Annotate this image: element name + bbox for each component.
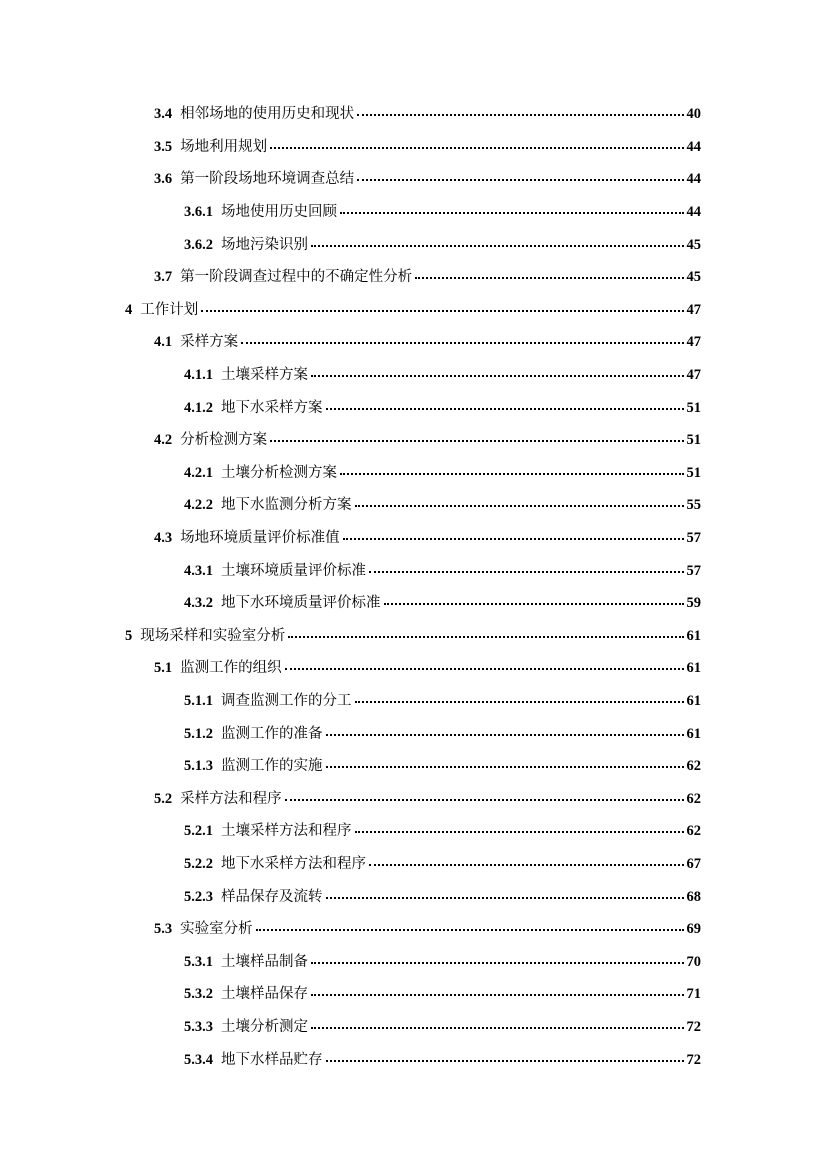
toc-page-number: 47 (686, 334, 701, 351)
toc-entry-line (154, 333, 701, 351)
toc-page-number: 51 (686, 432, 701, 449)
toc-entry[interactable] (0, 489, 827, 522)
toc-dot-leader (311, 372, 684, 377)
toc-page-number: 47 (686, 301, 701, 318)
toc-entry[interactable] (0, 815, 827, 848)
toc-section-title: 场地利用规划 (180, 138, 268, 155)
toc-section-number: 4.2.1 (184, 464, 213, 481)
toc-entry[interactable] (0, 163, 827, 196)
toc-dot-leader (415, 274, 683, 279)
toc-page-number: 68 (686, 888, 701, 905)
toc-section-number: 5.1.3 (184, 758, 213, 775)
toc-section-number: 5.2.3 (184, 888, 213, 905)
toc-entry[interactable] (0, 587, 827, 620)
toc-dot-leader (311, 991, 684, 996)
toc-entry-line (184, 757, 701, 775)
toc-page-number: 72 (686, 1051, 701, 1068)
toc-entry-line (125, 301, 701, 319)
toc-entry-line (184, 953, 701, 971)
toc-section-title: 监测工作的准备 (221, 725, 323, 742)
toc-page-number: 70 (686, 953, 701, 970)
toc-entry-line (154, 105, 701, 123)
toc-section-title: 场地环境质量评价标准值 (180, 530, 340, 547)
toc-section-title: 现场采样和实验室分析 (140, 627, 286, 644)
toc-entry-line (154, 268, 701, 286)
toc-entry[interactable] (0, 196, 827, 229)
toc-dot-leader (340, 470, 684, 475)
toc-entry-line (184, 822, 701, 840)
toc-section-number: 4.3 (154, 530, 173, 547)
toc-entry-line (184, 855, 701, 873)
toc-section-title: 分析检测方案 (180, 432, 268, 449)
toc-section-number: 5.3.1 (184, 953, 213, 970)
toc-section-number: 5.3 (154, 921, 173, 938)
toc-entry-line (184, 236, 701, 254)
toc-dot-leader (357, 111, 683, 116)
toc-page-number: 61 (686, 725, 701, 742)
toc-dot-leader (270, 437, 683, 442)
toc-entry[interactable] (0, 848, 827, 881)
toc-entry-line (184, 985, 701, 1003)
toc-page-number: 62 (686, 790, 701, 807)
toc-page-number: 61 (686, 627, 701, 644)
toc-section-title: 土壤采样方法和程序 (221, 823, 352, 840)
toc-dot-leader (256, 926, 684, 931)
toc-section-title: 第一阶段调查过程中的不确定性分析 (180, 269, 413, 286)
toc-entry[interactable] (0, 782, 827, 815)
toc-entry[interactable] (0, 359, 827, 392)
toc-section-title: 土壤分析测定 (221, 1018, 308, 1035)
toc-section-number: 4 (125, 301, 133, 318)
toc-entry-line (184, 203, 701, 221)
toc-entry-line (154, 790, 701, 808)
toc-dot-leader (343, 535, 684, 540)
toc-section-number: 4.2 (154, 432, 173, 449)
toc-dot-leader (311, 1024, 684, 1029)
toc-dot-leader (285, 665, 684, 670)
toc-section-title: 地下水采样方案 (221, 399, 323, 416)
toc-section-number: 3.4 (154, 106, 173, 123)
toc-entry[interactable] (0, 457, 827, 490)
toc-page-number: 62 (686, 823, 701, 840)
toc-dot-leader (201, 307, 683, 312)
toc-entry-line (184, 1018, 701, 1036)
toc-section-title: 样品保存及流转 (221, 888, 323, 905)
toc-dot-leader (311, 242, 684, 247)
toc-section-number: 4.1.2 (184, 399, 213, 416)
toc-page-number: 69 (686, 921, 701, 938)
toc-dot-leader (369, 568, 684, 573)
toc-page-number: 67 (686, 855, 701, 872)
toc-page-number: 55 (686, 497, 701, 514)
toc-section-number: 4.2.2 (184, 497, 213, 514)
toc-entry[interactable] (0, 978, 827, 1011)
toc-section-title: 第一阶段场地环境调查总结 (180, 171, 355, 188)
toc-section-number: 5.3.2 (184, 986, 213, 1003)
toc-page-number: 44 (686, 204, 701, 221)
toc-section-number: 5 (125, 627, 133, 644)
toc-section-title: 土壤分析检测方案 (221, 464, 337, 481)
toc-section-number: 5.1.2 (184, 725, 213, 742)
toc-section-number: 5.2.1 (184, 823, 213, 840)
toc-section-title: 实验室分析 (180, 921, 253, 938)
toc-page-number: 57 (686, 562, 701, 579)
toc-entry-line (184, 725, 701, 743)
toc-entry-line (184, 366, 701, 384)
toc-section-number: 3.6.2 (184, 236, 213, 253)
toc-entry-line (184, 399, 701, 417)
toc-dot-leader (326, 405, 684, 410)
toc-entry-line (184, 464, 701, 482)
toc-entry[interactable] (0, 750, 827, 783)
toc-entry-line (154, 529, 701, 547)
toc-section-number: 3.7 (154, 269, 173, 286)
toc-dot-leader (326, 1057, 684, 1062)
toc-section-title: 地下水环境质量评价标准 (221, 595, 381, 612)
toc-section-number: 5.3.3 (184, 1018, 213, 1035)
toc-entry[interactable] (0, 685, 827, 718)
toc-section-title: 地下水样品贮存 (221, 1051, 323, 1068)
toc-page-number: 51 (686, 464, 701, 481)
toc-section-number: 4.1 (154, 334, 173, 351)
toc-entry[interactable] (0, 522, 827, 555)
toc-section-title: 监测工作的实施 (221, 758, 323, 775)
toc-page-number: 59 (686, 595, 701, 612)
toc-entry-line (154, 170, 701, 188)
toc-entry[interactable] (0, 880, 827, 913)
toc-section-title: 土壤样品保存 (221, 986, 308, 1003)
toc-section-number: 5.2.2 (184, 855, 213, 872)
toc-dot-leader (311, 959, 684, 964)
toc-page-number: 62 (686, 758, 701, 775)
toc-entry-line (184, 692, 701, 710)
toc-entry[interactable] (0, 554, 827, 587)
toc-entry[interactable] (0, 717, 827, 750)
toc-dot-leader (270, 144, 683, 149)
toc-section-title: 地下水监测分析方案 (221, 497, 352, 514)
toc-page-number: 51 (686, 399, 701, 416)
toc-dot-leader (357, 176, 683, 181)
toc-dot-leader (326, 763, 684, 768)
toc-entry[interactable] (0, 131, 827, 164)
toc-dot-leader (288, 633, 683, 638)
toc-section-title: 调查监测工作的分工 (221, 692, 352, 709)
toc-page-number: 61 (686, 692, 701, 709)
toc-section-title: 采样方法和程序 (180, 790, 282, 807)
toc-page-number: 72 (686, 1018, 701, 1035)
toc-page-number: 61 (686, 660, 701, 677)
toc-entry[interactable] (0, 391, 827, 424)
toc-section-title: 场地污染识别 (221, 236, 308, 253)
toc-section-title: 监测工作的组织 (180, 660, 282, 677)
toc-section-number: 3.6.1 (184, 204, 213, 221)
toc-entry[interactable] (0, 326, 827, 359)
toc-section-number: 5.1.1 (184, 692, 213, 709)
toc-section-title: 场地使用历史回顾 (221, 204, 337, 221)
toc-entry[interactable] (0, 1011, 827, 1044)
table-of-contents (0, 98, 827, 1076)
toc-entry[interactable] (0, 945, 827, 978)
toc-section-number: 3.5 (154, 138, 173, 155)
toc-entry-line (184, 888, 701, 906)
toc-dot-leader (285, 796, 684, 801)
toc-section-number: 4.3.1 (184, 562, 213, 579)
toc-dot-leader (369, 861, 684, 866)
toc-entry-line (154, 431, 701, 449)
toc-dot-leader (355, 828, 684, 833)
toc-page-number: 45 (686, 269, 701, 286)
toc-section-title: 土壤采样方案 (221, 367, 308, 384)
toc-section-number: 5.3.4 (184, 1051, 213, 1068)
toc-section-title: 采样方案 (180, 334, 239, 351)
toc-section-title: 土壤环境质量评价标准 (221, 562, 366, 579)
toc-section-number: 5.1 (154, 660, 173, 677)
toc-page-number: 47 (686, 367, 701, 384)
toc-entry-line (125, 627, 701, 645)
toc-entry[interactable] (0, 98, 827, 131)
toc-entry-line (184, 562, 701, 580)
toc-entry[interactable] (0, 652, 827, 685)
toc-page-number: 44 (686, 171, 701, 188)
toc-section-number: 5.2 (154, 790, 173, 807)
toc-entry-line (184, 496, 701, 514)
toc-entry-line (154, 920, 701, 938)
toc-page-number: 44 (686, 138, 701, 155)
toc-section-title: 工作计划 (140, 301, 199, 318)
toc-entry[interactable] (0, 620, 827, 653)
toc-page-number: 40 (686, 106, 701, 123)
toc-entry[interactable] (0, 424, 827, 457)
toc-section-title: 地下水采样方法和程序 (221, 855, 366, 872)
toc-dot-leader (384, 600, 684, 605)
toc-entry[interactable] (0, 294, 827, 327)
toc-page-number: 71 (686, 986, 701, 1003)
toc-dot-leader (241, 339, 683, 344)
toc-dot-leader (355, 502, 684, 507)
toc-dot-leader (340, 209, 684, 214)
toc-section-title: 土壤样品制备 (221, 953, 308, 970)
toc-entry-line (154, 138, 701, 156)
toc-section-number: 3.6 (154, 171, 173, 188)
toc-page-number: 57 (686, 530, 701, 547)
toc-section-number: 4.1.1 (184, 367, 213, 384)
toc-entry-line (154, 659, 701, 677)
toc-entry[interactable] (0, 1043, 827, 1076)
toc-dot-leader (326, 731, 684, 736)
toc-entry-line (184, 594, 701, 612)
toc-entry[interactable] (0, 261, 827, 294)
toc-section-number: 4.3.2 (184, 595, 213, 612)
toc-entry[interactable] (0, 228, 827, 261)
toc-dot-leader (326, 894, 684, 899)
toc-entry[interactable] (0, 913, 827, 946)
toc-entry-line (184, 1051, 701, 1069)
toc-section-title: 相邻场地的使用历史和现状 (180, 106, 355, 123)
toc-dot-leader (355, 698, 684, 703)
toc-page-number: 45 (686, 236, 701, 253)
